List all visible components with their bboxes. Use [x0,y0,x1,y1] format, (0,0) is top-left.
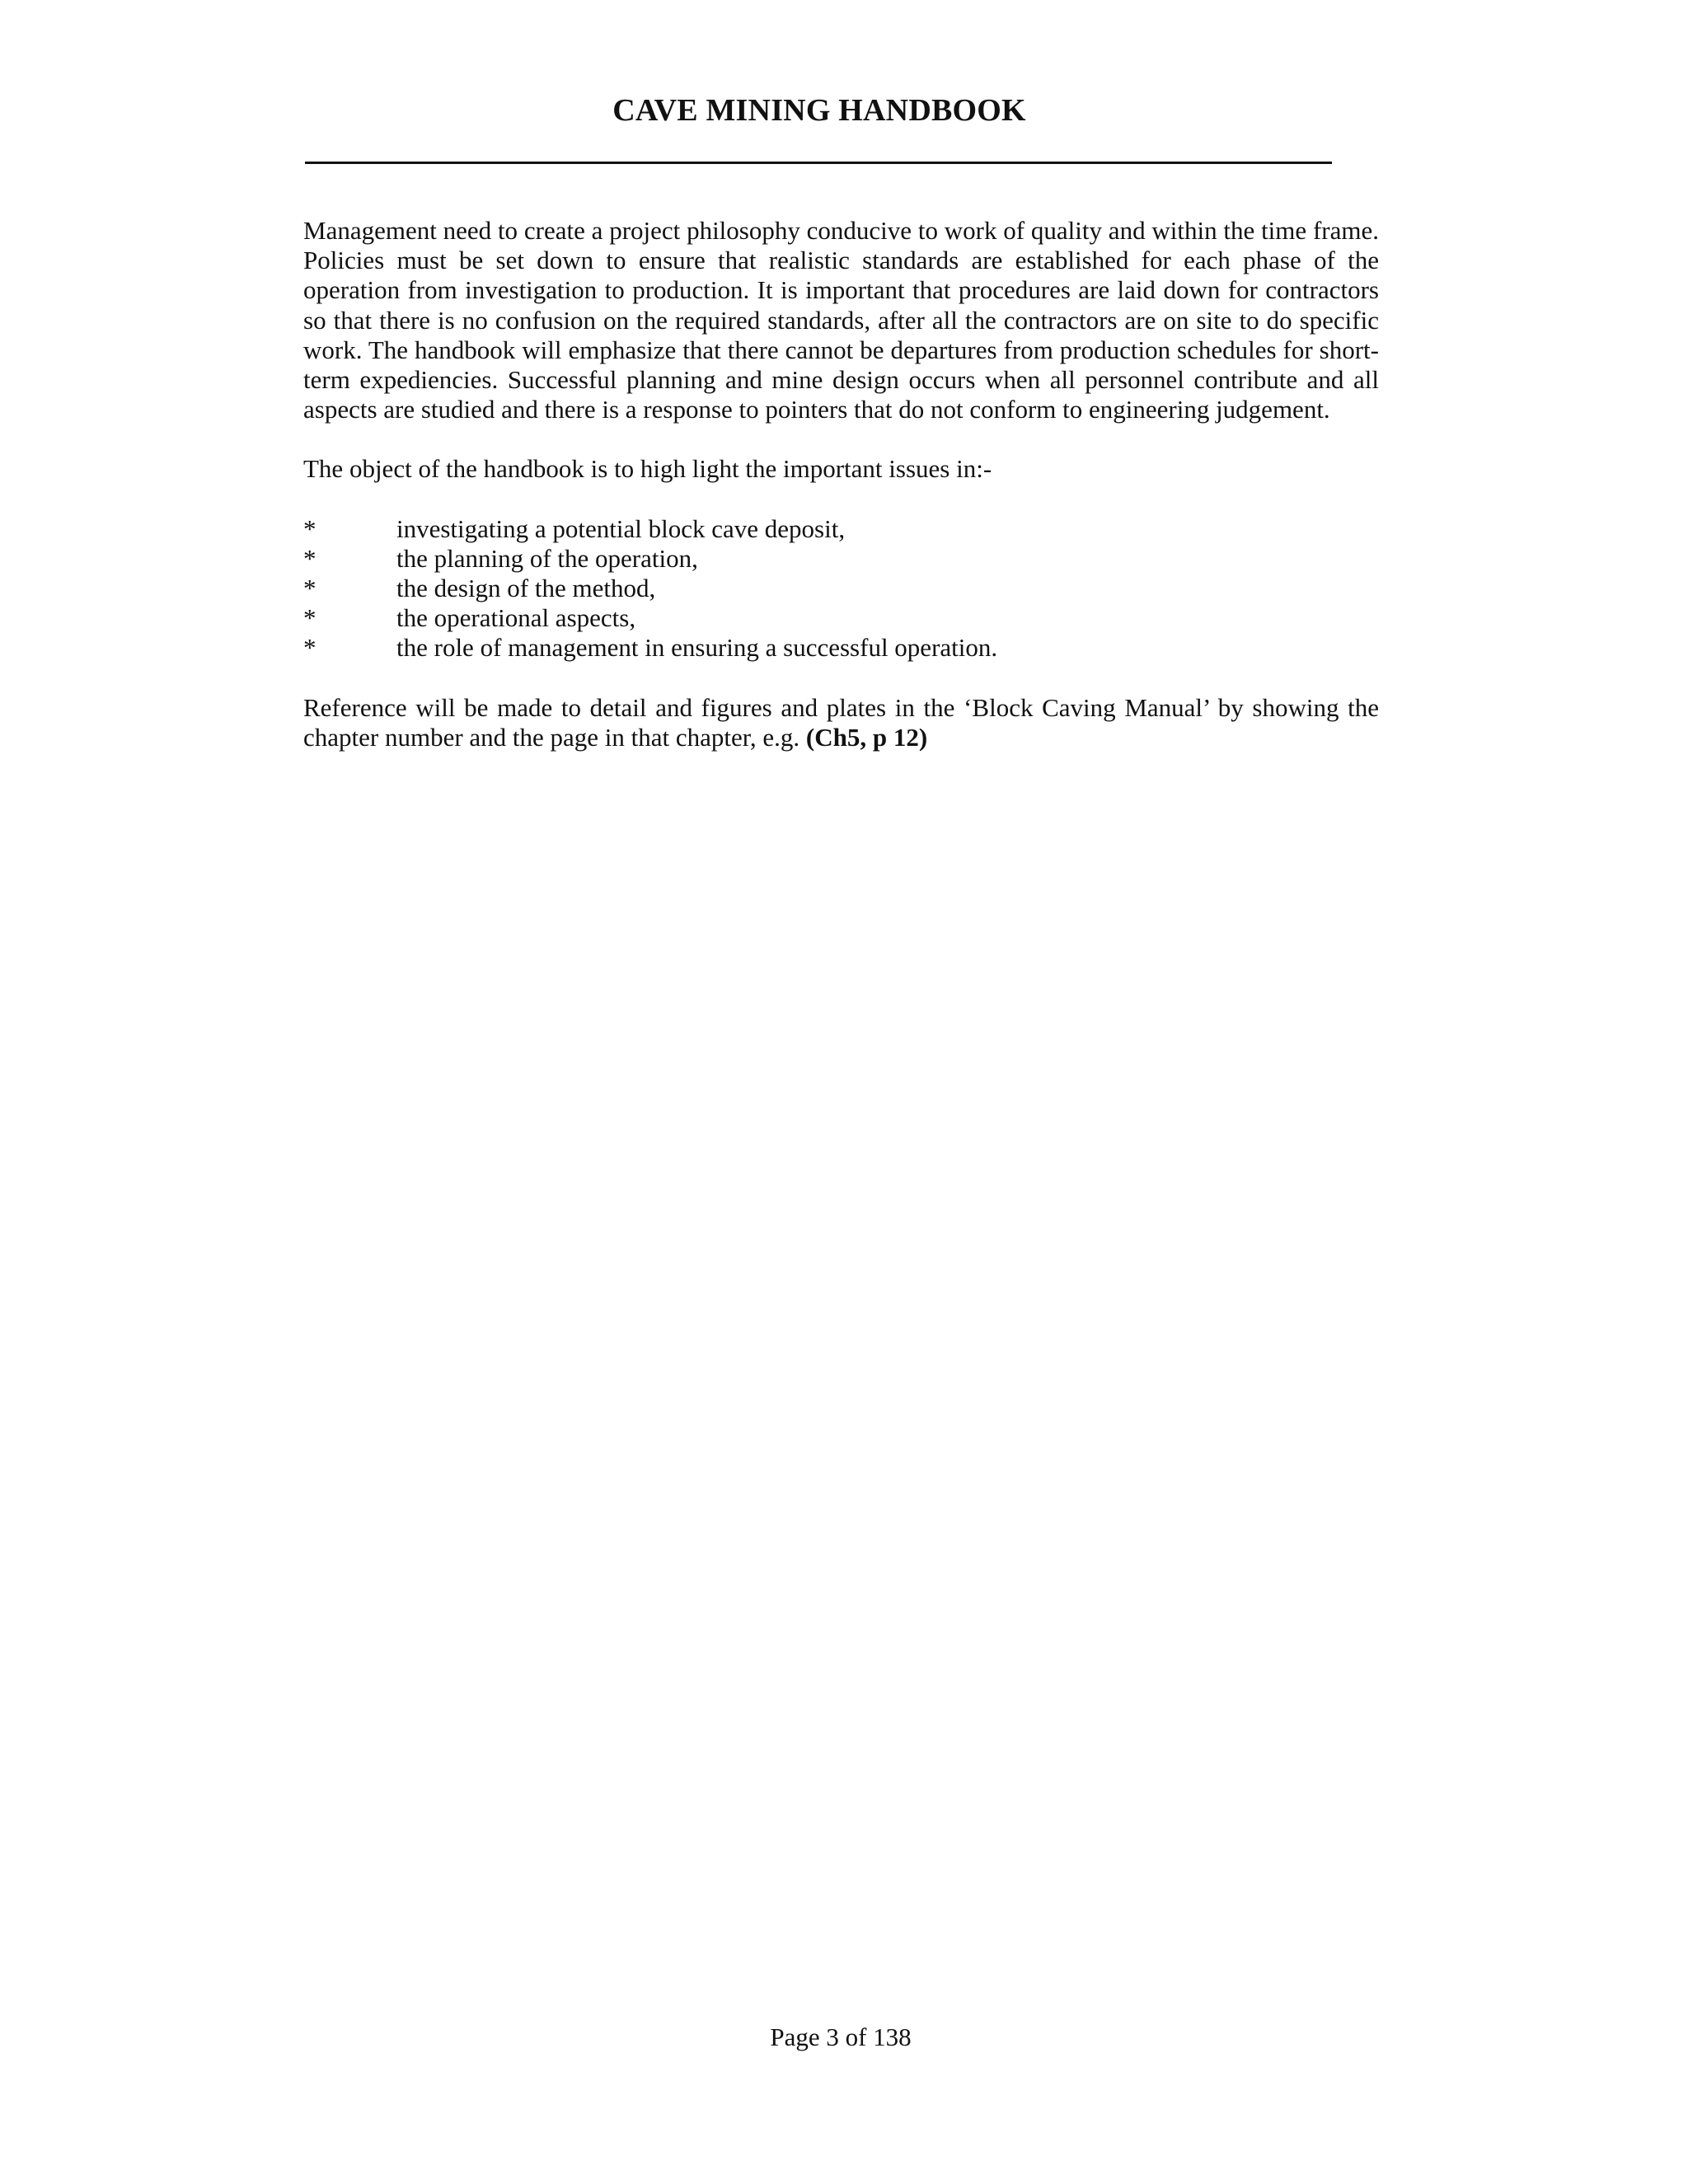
header-divider [305,162,1332,164]
list-item [303,514,1379,544]
bullet-marker: * [303,633,316,663]
bullet-text: investigating a potential block cave deposit, [396,513,846,543]
issues-bullet-list [303,514,1379,663]
bullet-marker: * [303,543,316,573]
reference-text: Reference will be made to detail and figures and plates in the ‘Block Caving Manual’ by showing the chapter number and the page in that chapter, e.g. [303,692,1379,752]
bullet-marker: * [303,513,316,543]
bullet-text: the design of the method, [396,574,656,602]
page-number: Page 3 of 138 [770,2022,912,2051]
list-item [303,633,1379,663]
list-item [303,574,1379,603]
bullet-marker: * [303,603,316,633]
bullet-text: the role of management in ensuring a successful operation. [396,633,998,663]
bullet-text: the planning of the operation, [396,543,698,573]
reference-paragraph [303,693,1379,752]
page-header-title: CAVE MINING HANDBOOK [612,93,1026,128]
page-body [303,216,1379,752]
object-paragraph: The object of the handbook is to high light the important issues in:- [303,454,992,484]
bullet-text: the operational aspects, [396,603,636,633]
bullet-marker: * [303,574,316,602]
chapter-page-reference: (Ch5, p 12) [805,722,928,752]
list-item [303,544,1379,574]
intro-paragraph: Management need to create a project philosophy conducive to work of quality and within the time frame. Policies must be set down to ensure that realistic standards are established for each phase of the operation from investigation to production. It is important that procedures are laid down for contractors so that there is no confusion on the required standards, after all the contractors are on site to do specific work. The handbook will emphasize that there cannot be departures from production schedules for short-term expediencies. Successful planning and mine design occurs when all personnel contribute and all aspects are studied and there is a response to pointers that do not conform to engineering judgement. [303,216,1379,424]
list-item [303,603,1379,633]
